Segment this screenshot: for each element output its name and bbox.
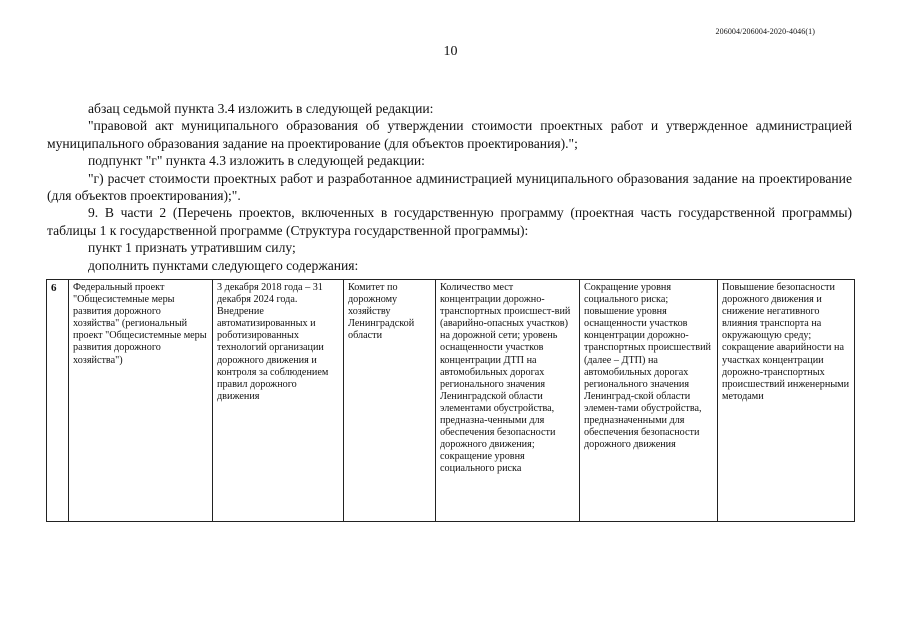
cell-executor: Комитет по дорожному хозяйству Ленинградской области [344, 280, 436, 522]
cell-project-name: Федеральный проект "Общесистемные меры развития дорожного хозяйства" (региональный проект "Общесистемные меры развития дорожного хозяйства") [69, 280, 213, 522]
paragraph-3: подпункт "г" пункта 4.3 изложить в следующей редакции: [88, 153, 425, 169]
table-row [47, 280, 855, 522]
projects-table [46, 279, 854, 522]
paragraph-4: "г) расчет стоимости проектных работ и разработанное администрацией муниципального образования задание на проектирование (для объектов проектирования);". [47, 170, 852, 204]
projects-table-grid [46, 279, 855, 522]
cell-period: 3 декабря 2018 года – 31 декабря 2024 года. Внедрение автоматизированных и роботизированных технологий организации дорожного движения и контроля за соблюдением правил дорожного движения [213, 280, 344, 522]
paragraph-2: "правовой акт муниципального образования об утверждении стоимости проектных работ и утвержденное администрацией муниципального образования задание на проектирование (для объектов проектирования)."; [47, 118, 852, 151]
cell-effects: Повышение безопасности дорожного движения и снижение негативного влияния транспорта на окружающую среду; сокращение аварийности на участках концентрации дорожно-транспортных происшествий инженерными методами [718, 280, 855, 522]
document-body [47, 100, 852, 274]
cell-row-number: 6 [47, 280, 69, 522]
paragraph-1: абзац седьмой пункта 3.4 изложить в следующей редакции: [88, 101, 434, 116]
paragraph-7: дополнить пунктами следующего содержания: [88, 257, 359, 273]
page-number: 10 [443, 44, 458, 59]
paragraph-5: 9. В части 2 (Перечень проектов, включенных в государственную программу (проектная часть государственной программы) таблицы 1 к государственной программе (Структура государственной программы): [47, 205, 852, 238]
paragraph-6: пункт 1 признать утратившим силу; [88, 240, 296, 256]
document-registration-code: 206004/206004-2020-4046(1) [715, 27, 815, 36]
cell-indicators: Количество мест концентрации дорожно-транспортных происшест-вий (аварийно-опасных участков) на дорожной сети; уровень оснащенности участков концентрации ДТП на автомобильных дорогах регионального значения Ленинградской области элементами обустройства, предназна-ченными для обеспечения безопасности дорожного движения; сокращение уровня социального риска [436, 280, 580, 522]
cell-results: Сокращение уровня социального риска; повышение уровня оснащенности участков концентрации дорожно-транспортных происшествий (далее – ДТП) на автомобильных дорогах регионального значения Ленинград-ской области элемен-тами обустройства, предназначенными для обеспечения безопасности дорожного движения [580, 280, 718, 522]
